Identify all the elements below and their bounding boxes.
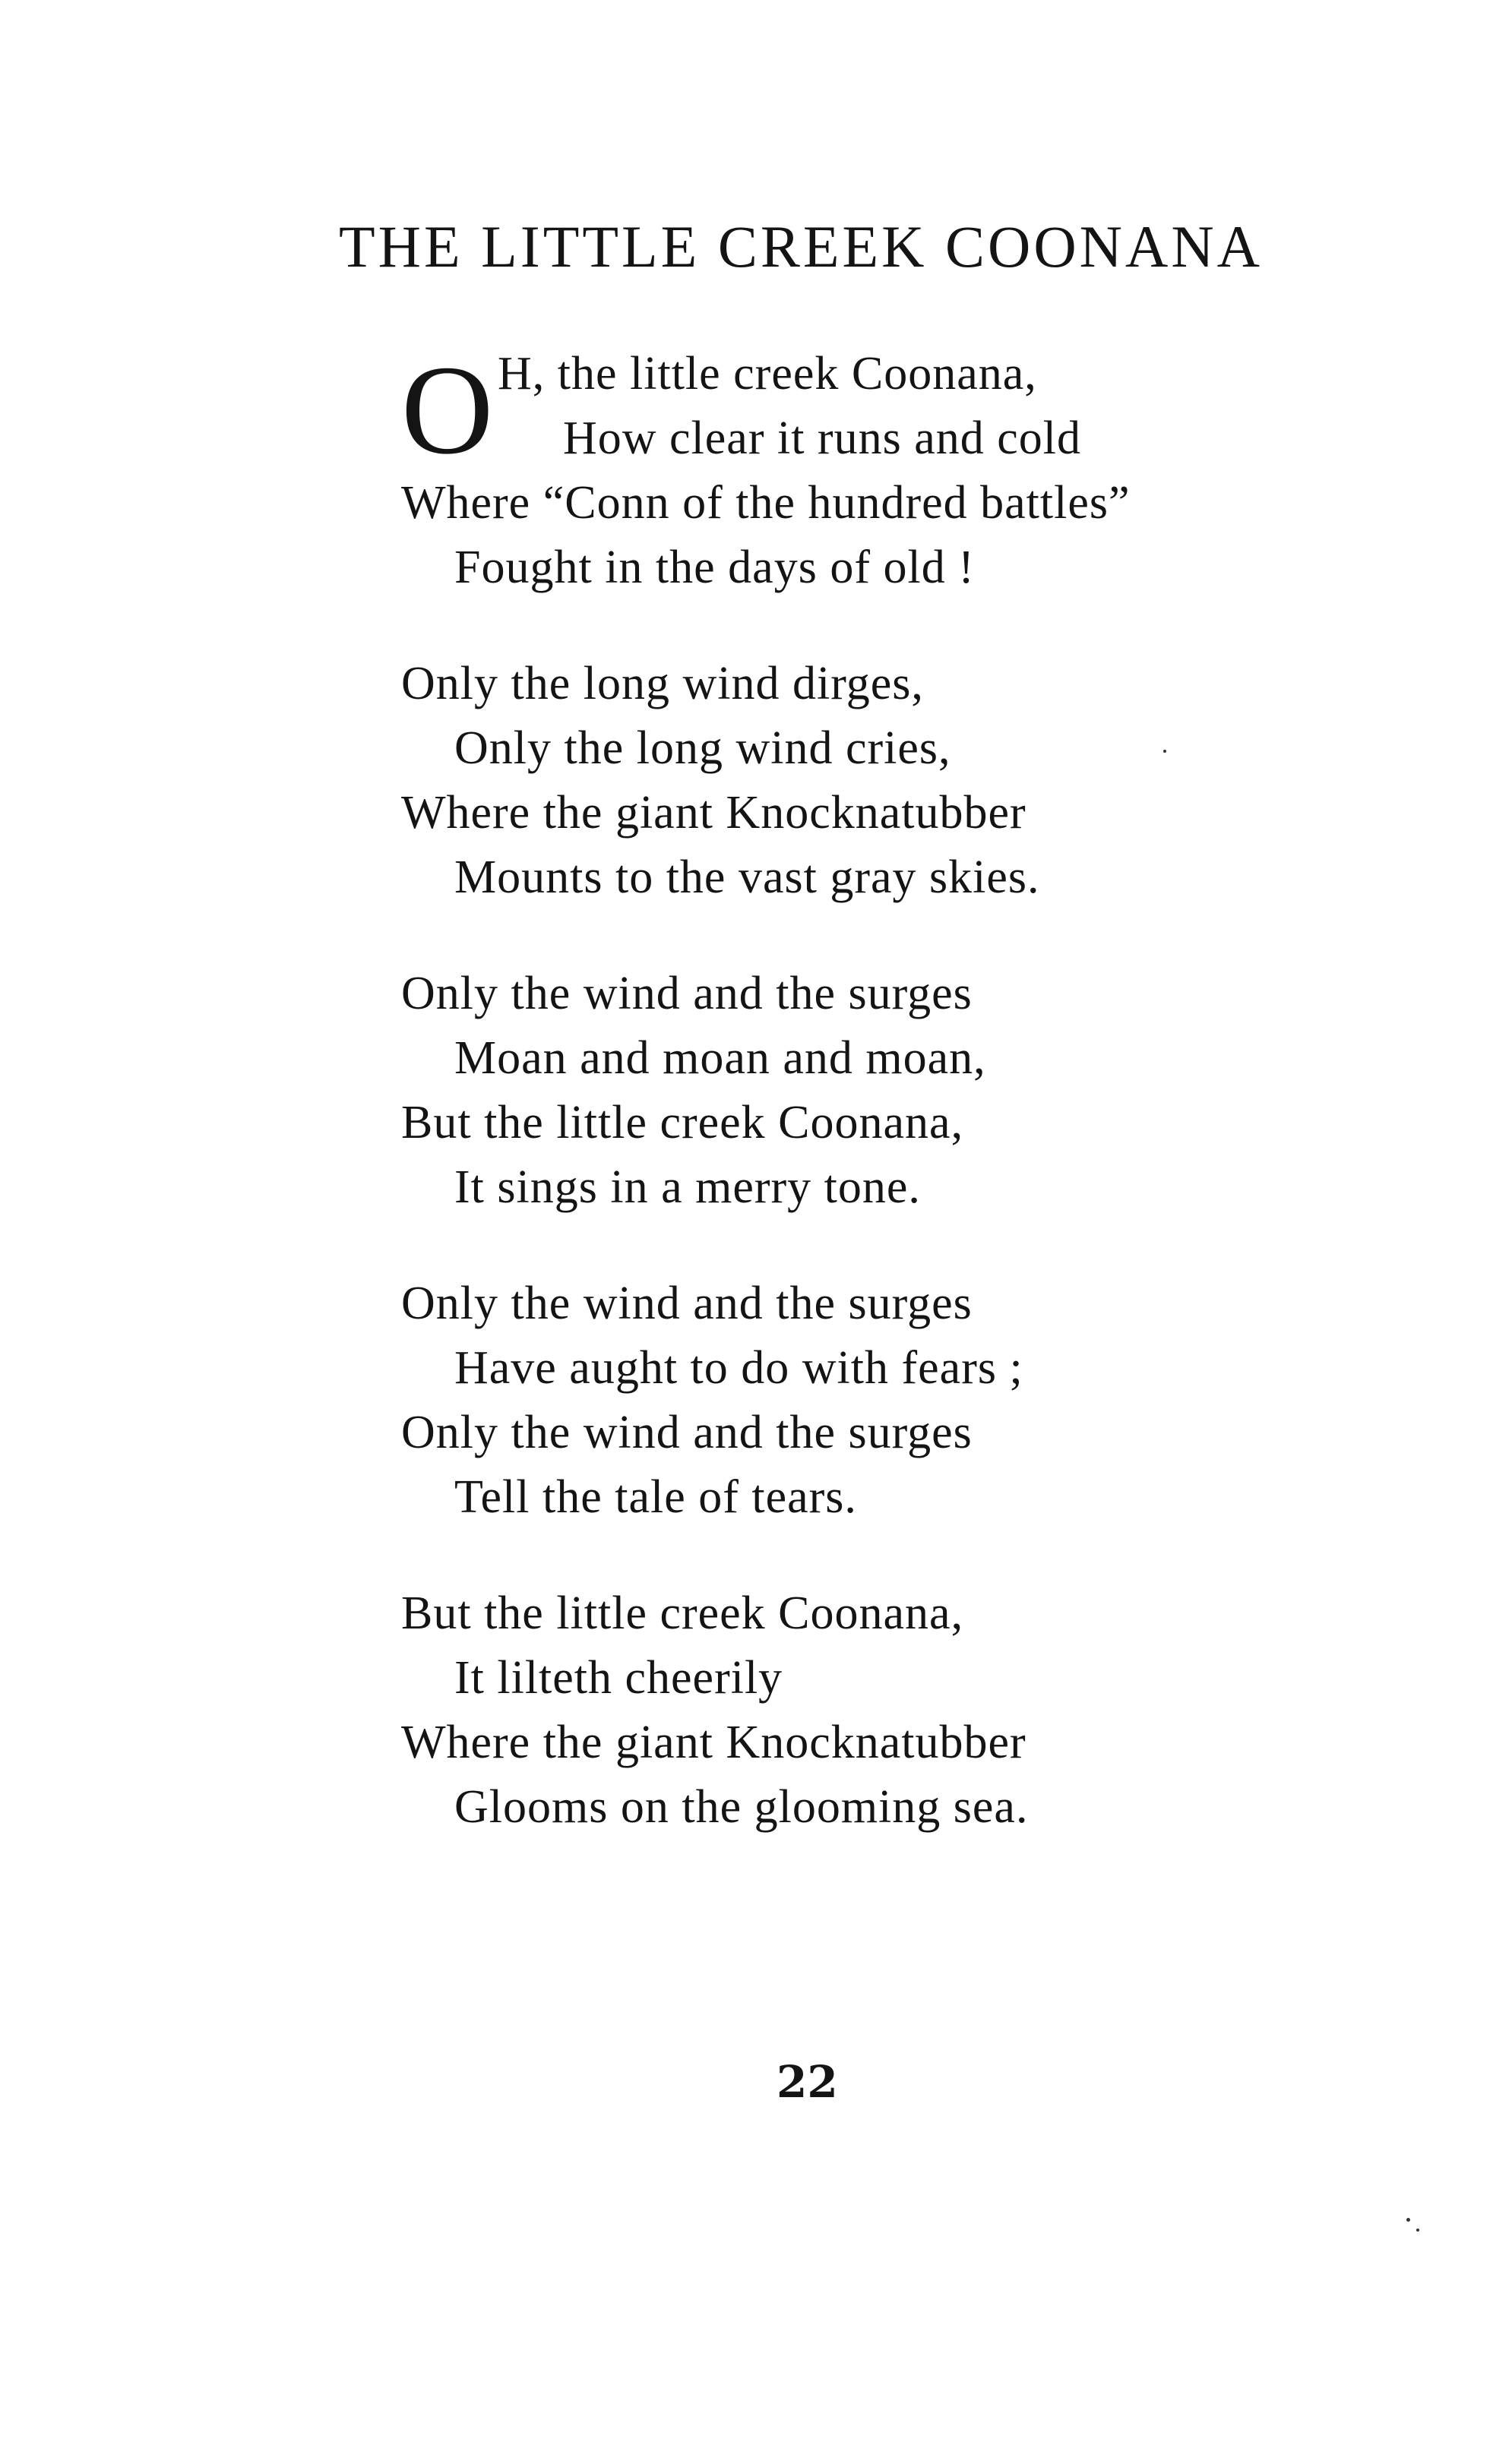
poem-line: Where the giant Knocknatubber [401, 787, 1026, 839]
poem-body [401, 342, 1351, 1891]
stanza-1 [401, 342, 1351, 600]
poem-line: Have aught to do with fears ; [454, 1342, 1023, 1394]
stanza-2 [401, 652, 1351, 910]
scan-speck [1416, 2229, 1419, 2232]
stanza-4 [401, 1271, 1351, 1530]
poem-line: But the little creek Coonana, [401, 1097, 964, 1148]
poem-line: Glooms on the glooming sea. [454, 1781, 1029, 1833]
poem-line: Moan and moan and moan, [454, 1032, 986, 1084]
poem-line: Mounts to the vast gray skies. [454, 851, 1040, 903]
poem-line: It lilteth cheerily [454, 1652, 783, 1704]
poem-line: Tell the tale of tears. [454, 1471, 857, 1523]
poem-line: How clear it runs and cold [563, 412, 1081, 464]
scan-speck [1406, 2218, 1410, 2222]
poem-line-text: H, the little creek Coonana, [498, 348, 1037, 400]
poem-line: Fought in the days of old ! [454, 542, 975, 593]
page-number: 22 [777, 2056, 838, 2108]
poem-title: THE LITTLE CREEK COONANA [339, 213, 1263, 280]
stanza-3 [401, 962, 1351, 1220]
poem-line: Only the wind and the surges [401, 1278, 973, 1329]
stanza-5 [401, 1581, 1351, 1840]
poem-line: Where “Conn of the hundred battles” [401, 477, 1131, 529]
poem-line: Only the long wind dirges, [401, 658, 924, 709]
scan-speck [1163, 750, 1166, 753]
poem-line: But the little creek Coonana, [401, 1587, 964, 1639]
poem-line: It sings in a merry tone. [454, 1161, 921, 1213]
drop-cap: O [401, 340, 495, 481]
poem-line: Only the wind and the surges [401, 968, 973, 1019]
poem-line: Only the long wind cries, [454, 722, 951, 774]
poem-line: Only the wind and the surges [401, 1407, 973, 1458]
poem-line: Where the giant Knocknatubber [401, 1717, 1026, 1768]
